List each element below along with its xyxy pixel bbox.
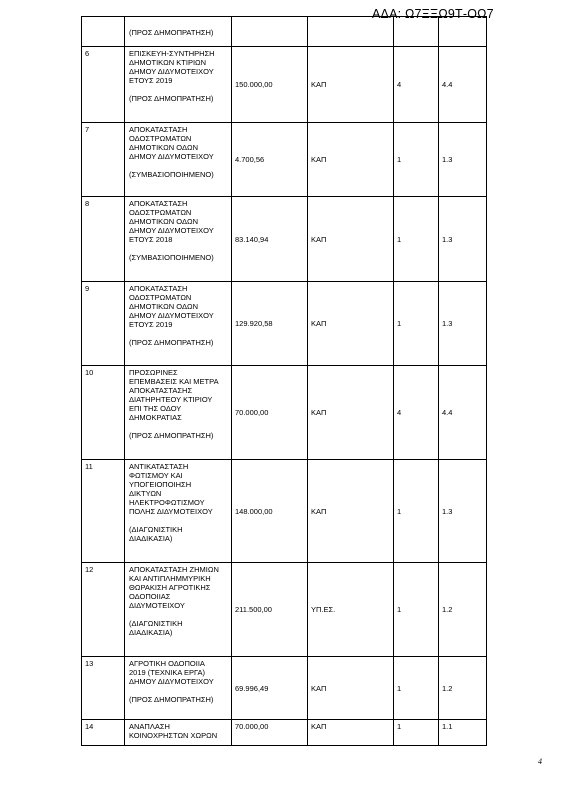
- description-line: ΘΩΡΑΚΙΣΗ ΑΓΡΟΤΙΚΗΣ: [129, 583, 211, 592]
- row-number: 6: [82, 47, 125, 123]
- table-row: [82, 366, 487, 460]
- work-description: [125, 282, 232, 366]
- table-row: [82, 197, 487, 282]
- row-number: 14: [82, 720, 125, 746]
- work-description: [125, 366, 232, 460]
- table-row: [82, 563, 487, 657]
- description-line: (ΔΙΑΓΩΝΙΣΤΙΚΗ: [129, 525, 183, 534]
- row-number: 12: [82, 563, 125, 657]
- subcategory-code: 4.4: [439, 366, 487, 460]
- work-description: [125, 123, 232, 197]
- description-line: ΑΠΟΚΑΤΑΣΤΑΣΗ: [129, 125, 188, 134]
- subcategory-code: 1.3: [439, 123, 487, 197]
- description-line: ΑΠΟΚΑΤΑΣΤΑΣΗΣ: [129, 386, 193, 395]
- description-line: ΔΙΑΔΙΚΑΣΙΑ): [129, 628, 173, 637]
- description-line: ΔΙΚΤΥΩΝ: [129, 489, 162, 498]
- description-line: ΥΠΟΓΕΙΟΠΟΙΗΣΗ: [129, 480, 192, 489]
- description-line: ΕΤΟΥΣ 2019: [129, 76, 173, 85]
- category-code: [394, 17, 439, 47]
- amount-cell: 70.000,00: [232, 366, 308, 460]
- work-description: [125, 17, 232, 47]
- description-line: ΔΗΜΟΤΙΚΩΝ ΟΔΩΝ: [129, 217, 198, 226]
- description-line: ΦΩΤΙΣΜΟΥ ΚΑΙ: [129, 471, 183, 480]
- amount-cell: 4.700,56: [232, 123, 308, 197]
- description-line: (ΣΥΜΒΑΣΙΟΠΟΙΗΜΕΝΟ): [129, 253, 214, 262]
- description-line: ΔΗΜΟΥ ΔΙΔΥΜΟΤΕΙΧΟΥ: [129, 677, 214, 686]
- description-line: (ΠΡΟΣ ΔΗΜΟΠΡΑΤΗΣΗ): [129, 695, 214, 704]
- table-row: [82, 282, 487, 366]
- description-line: (ΠΡΟΣ ΔΗΜΟΠΡΑΤΗΣΗ): [129, 94, 214, 103]
- description-line: ΑΠΟΚΑΤΑΣΤΑΣΗ ΖΗΜΙΩΝ: [129, 565, 219, 574]
- description-line: ΟΔΟΣΤΡΩΜΑΤΩΝ: [129, 208, 192, 217]
- subcategory-code: 1.1: [439, 720, 487, 746]
- description-line: ΔΗΜΟΥ ΔΙΔΥΜΟΤΕΙΧΟΥ: [129, 226, 214, 235]
- category-code: 1: [394, 563, 439, 657]
- row-number: 13: [82, 657, 125, 720]
- works-table: [81, 16, 487, 746]
- ada-code: ΑΔΑ: Ω7ΞΞΩ9Τ-ΟΩ7: [372, 7, 494, 21]
- table-row: [82, 657, 487, 720]
- description-line: ΔΗΜΟΤΙΚΩΝ ΚΤΙΡΙΩΝ: [129, 58, 207, 67]
- description-line: (ΠΡΟΣ ΔΗΜΟΠΡΑΤΗΣΗ): [129, 28, 214, 37]
- description-line: ΕΤΟΥΣ 2018: [129, 235, 173, 244]
- description-line: ΑΝΑΠΛΑΣΗ: [129, 722, 170, 731]
- subcategory-code: 4.4: [439, 47, 487, 123]
- subcategory-code: 1.2: [439, 657, 487, 720]
- amount-cell: 211.500,00: [232, 563, 308, 657]
- row-number: 7: [82, 123, 125, 197]
- description-line: ΗΛΕΚΤΡΟΦΩΤΙΣΜΟΥ: [129, 498, 205, 507]
- category-code: 1: [394, 123, 439, 197]
- description-line: ΔΗΜΟΤΙΚΩΝ ΟΔΩΝ: [129, 143, 198, 152]
- funding-source: ΚΑΠ: [308, 366, 394, 460]
- work-description: [125, 197, 232, 282]
- table-row: [82, 123, 487, 197]
- funding-source: ΚΑΠ: [308, 720, 394, 746]
- category-code: 1: [394, 460, 439, 563]
- description-line: ΕΠΕΜΒΑΣΕΙΣ ΚΑΙ ΜΕΤΡΑ: [129, 377, 219, 386]
- description-line: ΔΗΜΟΥ ΔΙΔΥΜΟΤΕΙΧΟΥ: [129, 152, 214, 161]
- description-line: 2019 (ΤΕΧΝΙΚΑ ΕΡΓΑ): [129, 668, 205, 677]
- description-line: ΟΔΟΠΟΙΙΑΣ: [129, 592, 171, 601]
- description-line: ΔΗΜΟΥ ΔΙΔΥΜΟΤΕΙΧΟΥ: [129, 311, 214, 320]
- work-description: [125, 563, 232, 657]
- description-line: ΑΠΟΚΑΤΑΣΤΑΣΗ: [129, 199, 188, 208]
- description-line: ΚΟΙΝΟΧΡΗΣΤΩΝ ΧΩΡΩΝ: [129, 731, 218, 740]
- amount-cell: 150.000,00: [232, 47, 308, 123]
- category-code: 1: [394, 282, 439, 366]
- funding-source: ΚΑΠ: [308, 197, 394, 282]
- funding-source: ΥΠ.ΕΣ.: [308, 563, 394, 657]
- description-line: ΚΑΙ ΑΝΤΙΠΛΗΜΜΥΡΙΚΗ: [129, 574, 211, 583]
- category-code: 1: [394, 720, 439, 746]
- page-number: 4: [538, 757, 542, 766]
- funding-source: ΚΑΠ: [308, 123, 394, 197]
- amount-cell: 70.000,00: [232, 720, 308, 746]
- funding-source: ΚΑΠ: [308, 282, 394, 366]
- description-line: ΑΓΡΟΤΙΚΗ ΟΔΟΠΟΙΙΑ: [129, 659, 205, 668]
- subcategory-code: [439, 17, 487, 47]
- description-line: (ΔΙΑΓΩΝΙΣΤΙΚΗ: [129, 619, 183, 628]
- description-line: ΔΙΑΤΗΡΗΤΕΟΥ ΚΤΙΡΙΟΥ: [129, 395, 213, 404]
- description-line: ΠΟΛΗΣ ΔΙΔΥΜΟΤΕΙΧΟΥ: [129, 507, 213, 516]
- work-description: [125, 720, 232, 746]
- subcategory-code: 1.2: [439, 563, 487, 657]
- description-line: ΔΗΜΟΥ ΔΙΔΥΜΟΤΕΙΧΟΥ: [129, 67, 214, 76]
- funding-source: ΚΑΠ: [308, 657, 394, 720]
- description-line: ΑΝΤΙΚΑΤΑΣΤΑΣΗ: [129, 462, 189, 471]
- table-row: [82, 720, 487, 746]
- funding-source: ΚΑΠ: [308, 47, 394, 123]
- row-number: [82, 17, 125, 47]
- work-description: [125, 460, 232, 563]
- amount-cell: 69.996,49: [232, 657, 308, 720]
- subcategory-code: 1.3: [439, 282, 487, 366]
- table-row: [82, 460, 487, 563]
- row-number: 10: [82, 366, 125, 460]
- description-line: ΔΗΜΟΤΙΚΩΝ ΟΔΩΝ: [129, 302, 198, 311]
- description-line: ΕΠΙΣΚΕΥΗ-ΣΥΝΤΗΡΗΣΗ: [129, 49, 215, 58]
- description-line: ΔΙΔΥΜΟΤΕΙΧΟΥ: [129, 601, 185, 610]
- description-line: ΕΤΟΥΣ 2019: [129, 320, 173, 329]
- work-description: [125, 657, 232, 720]
- category-code: 1: [394, 657, 439, 720]
- category-code: 4: [394, 366, 439, 460]
- amount-cell: 148.000,00: [232, 460, 308, 563]
- description-line: (ΠΡΟΣ ΔΗΜΟΠΡΑΤΗΣΗ): [129, 431, 214, 440]
- table-row: [82, 17, 487, 47]
- amount-cell: 83.140,94: [232, 197, 308, 282]
- funding-source: [308, 17, 394, 47]
- category-code: 1: [394, 197, 439, 282]
- description-line: ΔΙΑΔΙΚΑΣΙΑ): [129, 534, 173, 543]
- description-line: (ΣΥΜΒΑΣΙΟΠΟΙΗΜΕΝΟ): [129, 170, 214, 179]
- row-number: 9: [82, 282, 125, 366]
- description-line: ΠΡΟΣΩΡΙΝΕΣ: [129, 368, 178, 377]
- row-number: 8: [82, 197, 125, 282]
- description-line: ΟΔΟΣΤΡΩΜΑΤΩΝ: [129, 293, 192, 302]
- amount-cell: [232, 17, 308, 47]
- description-line: ΔΗΜΟΚΡΑΤΙΑΣ: [129, 413, 182, 422]
- category-code: 4: [394, 47, 439, 123]
- work-description: [125, 47, 232, 123]
- description-line: ΟΔΟΣΤΡΩΜΑΤΩΝ: [129, 134, 192, 143]
- subcategory-code: 1.3: [439, 197, 487, 282]
- description-line: ΑΠΟΚΑΤΑΣΤΑΣΗ: [129, 284, 188, 293]
- amount-cell: 129.920,58: [232, 282, 308, 366]
- subcategory-code: 1.3: [439, 460, 487, 563]
- description-line: (ΠΡΟΣ ΔΗΜΟΠΡΑΤΗΣΗ): [129, 338, 214, 347]
- description-line: ΕΠΙ ΤΗΣ ΟΔΟΥ: [129, 404, 182, 413]
- table-row: [82, 47, 487, 123]
- funding-source: ΚΑΠ: [308, 460, 394, 563]
- row-number: 11: [82, 460, 125, 563]
